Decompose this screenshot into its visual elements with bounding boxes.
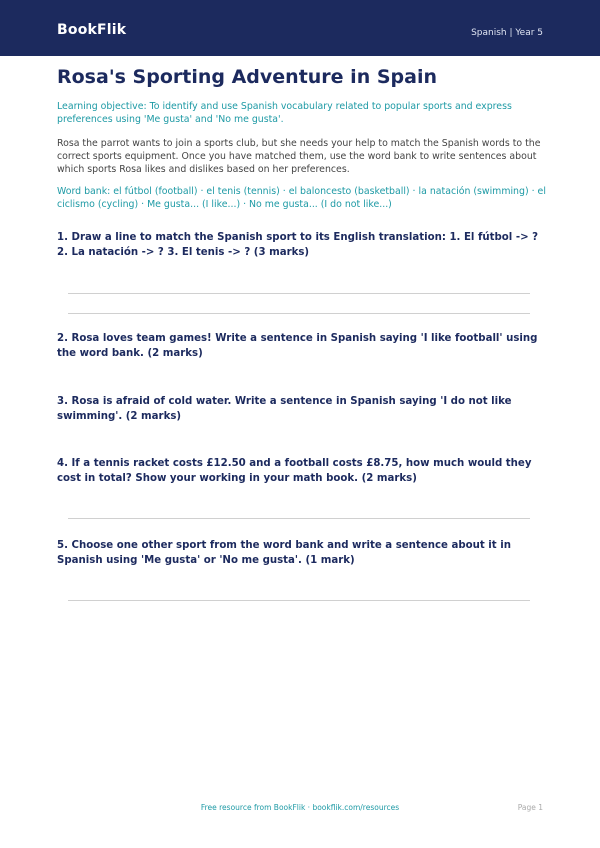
word-bank: Word bank: el fútbol (football) · el tenis (tennis) · el baloncesto (basketball) · la natación (swimming) · el ciclismo (cycling) · Me gusta... (I like...) · No me gusta... (I do not like...) bbox=[57, 186, 546, 210]
page-number: Page 1 bbox=[517, 803, 543, 812]
footer-link[interactable]: Free resource from BookFlik · bookflik.com/resources bbox=[200, 803, 400, 812]
header-bar bbox=[0, 0, 600, 56]
question-5: 5. Choose one other sport from the word bank and write a sentence about it in Spanish using 'Me gusta' or 'No me gusta'. (1 mark) bbox=[57, 540, 511, 566]
answer-line[interactable] bbox=[68, 600, 530, 601]
question-3: 3. Rosa is afraid of cold water. Write a sentence in Spanish saying 'I do not like swimming'. (2 marks) bbox=[57, 396, 512, 422]
answer-line[interactable] bbox=[68, 313, 530, 314]
question-2: 2. Rosa loves team games! Write a sentence in Spanish saying 'I like football' using the word bank. (2 marks) bbox=[57, 333, 538, 359]
brand-logo: BookFlik bbox=[57, 22, 127, 38]
subject-year-label: Spanish | Year 5 bbox=[471, 28, 543, 38]
answer-line[interactable] bbox=[68, 518, 530, 519]
worksheet-title: Rosa's Sporting Adventure in Spain bbox=[57, 66, 437, 88]
answer-line[interactable] bbox=[68, 293, 530, 294]
question-4: 4. If a tennis racket costs £12.50 and a football costs £8.75, how much would they cost in total? Show your working in your math book. (2 marks) bbox=[57, 458, 532, 484]
intro-text: Rosa the parrot wants to join a sports club, but she needs your help to match the Spanish words to the correct sports equipment. Once you have matched them, use the word bank to write sentences about which sports Rosa likes and dislikes based on her preferences. bbox=[57, 138, 541, 175]
learning-objective: Learning objective: To identify and use Spanish vocabulary related to popular sports and express preferences using 'Me gusta' and 'No me gusta'. bbox=[57, 101, 512, 125]
question-1: 1. Draw a line to match the Spanish sport to its English translation: 1. El fútbol -> ? 2. La natación -> ? 3. El tenis -> ? (3 marks) bbox=[57, 232, 539, 258]
